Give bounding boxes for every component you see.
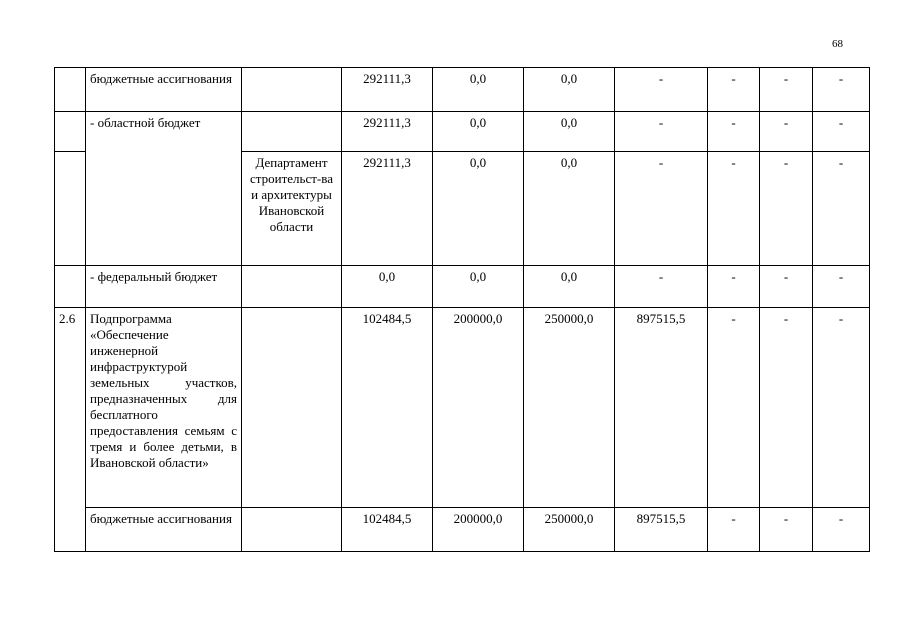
value-cell: 292111,3 — [342, 152, 433, 266]
value-cell: - — [813, 112, 870, 152]
value-cell: - — [708, 112, 760, 152]
value-cell: 292111,3 — [342, 68, 433, 112]
row-label: бюджетные ассигнования — [86, 508, 242, 552]
table-row — [55, 308, 870, 508]
value-cell: - — [708, 308, 760, 508]
value-cell: - — [708, 152, 760, 266]
value-cell: - — [615, 68, 708, 112]
value-cell: 102484,5 — [342, 508, 433, 552]
value-cell: - — [813, 508, 870, 552]
executor-cell — [242, 112, 342, 152]
value-cell: 292111,3 — [342, 112, 433, 152]
value-cell: - — [615, 266, 708, 308]
row-label: бюджетные ассигнования — [86, 68, 242, 112]
value-cell: 0,0 — [433, 266, 524, 308]
value-cell: 0,0 — [524, 266, 615, 308]
executor-cell — [242, 68, 342, 112]
row-id: 2.6 — [55, 308, 86, 552]
budget-table — [54, 67, 870, 552]
value-cell: - — [813, 266, 870, 308]
value-cell: - — [760, 112, 813, 152]
executor-cell — [242, 508, 342, 552]
value-cell: 0,0 — [342, 266, 433, 308]
value-cell: 0,0 — [433, 68, 524, 112]
value-cell: 0,0 — [524, 112, 615, 152]
value-cell: - — [760, 266, 813, 308]
value-cell: - — [615, 112, 708, 152]
row-label: - федеральный бюджет — [86, 266, 242, 308]
value-cell: 200000,0 — [433, 308, 524, 508]
value-cell: 0,0 — [524, 68, 615, 112]
row-id-cell — [55, 112, 86, 152]
row-id-cell — [55, 152, 86, 266]
value-cell: 897515,5 — [615, 308, 708, 508]
value-cell: - — [708, 508, 760, 552]
value-cell: - — [708, 68, 760, 112]
value-cell: - — [760, 68, 813, 112]
executor-cell: Департамент строительст-ва и архитектуры Ивановской области — [242, 152, 342, 266]
table-row — [55, 112, 870, 152]
value-cell: 250000,0 — [524, 308, 615, 508]
table-row — [55, 68, 870, 112]
table-row — [55, 508, 870, 552]
subprogram-title: Подпрограмма «Обеспечение инженерной инфраструктурой земельных участков, предназначенных для бесплатного предоставления семьям с тремя и более детьми, в Ивановской области» — [86, 308, 242, 508]
value-cell: 0,0 — [433, 112, 524, 152]
row-label: - областной бюджет — [86, 112, 242, 266]
row-id-cell — [55, 266, 86, 308]
value-cell: 0,0 — [433, 152, 524, 266]
value-cell: - — [813, 308, 870, 508]
executor-cell — [242, 266, 342, 308]
executor-cell — [242, 308, 342, 508]
value-cell: - — [760, 308, 813, 508]
value-cell: 0,0 — [524, 152, 615, 266]
table-row — [55, 266, 870, 308]
value-cell: - — [708, 266, 760, 308]
value-cell: 250000,0 — [524, 508, 615, 552]
value-cell: - — [813, 152, 870, 266]
value-cell: - — [813, 68, 870, 112]
value-cell: - — [760, 152, 813, 266]
row-id-cell — [55, 68, 86, 112]
value-cell: - — [615, 152, 708, 266]
value-cell: 897515,5 — [615, 508, 708, 552]
value-cell: - — [760, 508, 813, 552]
value-cell: 102484,5 — [342, 308, 433, 508]
page-number: 68 — [832, 38, 843, 50]
value-cell: 200000,0 — [433, 508, 524, 552]
